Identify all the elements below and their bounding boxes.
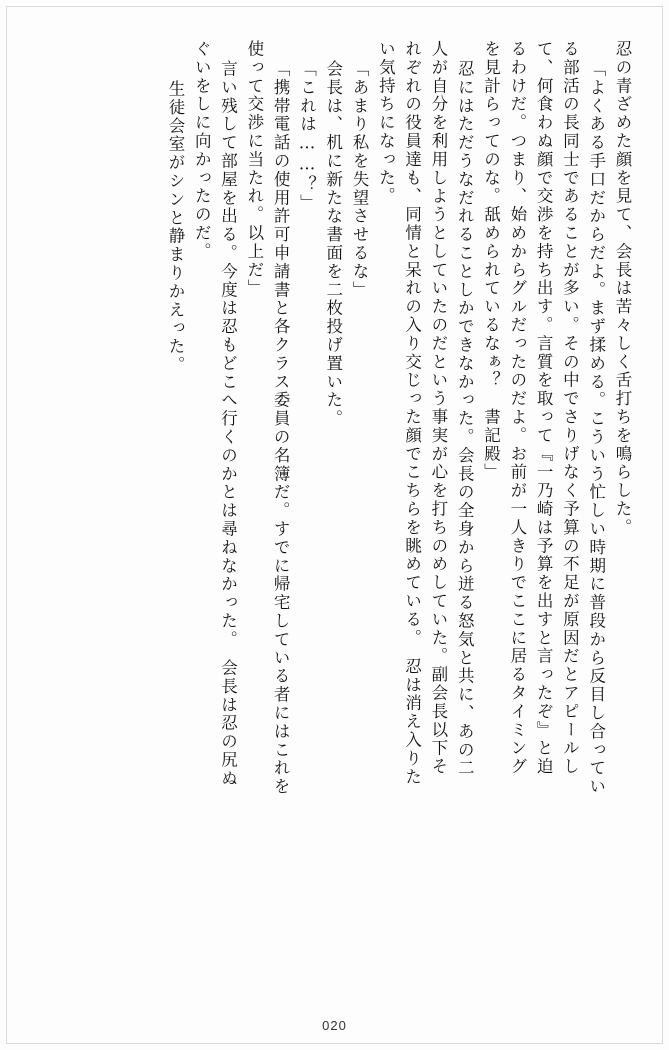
- text-column: 生徒会室がシンと静まりかえった。: [165, 80, 185, 375]
- page-border-right: [662, 6, 663, 1044]
- page-border-top: [6, 6, 663, 7]
- text-column: 言い残して部屋を出る。今度は忍もどこへ行くのかとは尋ねなかった。 会長は忍の尻ぬ: [218, 60, 238, 788]
- text-column: 「あまり私を失望させるな」: [350, 60, 370, 300]
- text-column: 人が自分を利用しようとしていたのだという事実が心を打ちのめしていた。副会長以下そ: [428, 40, 448, 776]
- text-column: 忍の青ざめた顔を見て、会長は苦々しく舌打ちを鳴らした。: [613, 40, 632, 537]
- text-column: 「よくある手口だからだよ。まず揉める。こういう忙しい時期に普段から反目し合ってい: [586, 60, 606, 796]
- text-column: を見計らってのな。舐められているなぁ？ 書記殿」: [481, 40, 501, 482]
- text-column: 忍にはただうなだれることしかできなかった。会長の全身から迸る怒気と共に、あの二: [455, 60, 475, 778]
- page-border-left: [6, 6, 7, 1044]
- text-column: 「これは……？」: [297, 60, 317, 213]
- vertical-text-block: [40, 40, 632, 970]
- text-column: るわけだ。つまり、始めからグルだったのだよ。お前が一人きりでここに居るタイミング: [507, 40, 527, 776]
- text-column: て、何食わぬ顔で交渉を持ち出す。言質を取って『一乃崎は予算を出すと言ったぞ』と迫: [534, 40, 554, 776]
- text-column: る部活の長同士であることが多い。その中でさりげなく予算の不足が原因だとアピールし: [560, 40, 580, 776]
- page-number: 020: [322, 1018, 347, 1033]
- page-border-bottom: [6, 1043, 663, 1044]
- text-column: 会長は、机に新たな書面を二枚投げ置いた。: [323, 60, 343, 428]
- text-column: ぐいをしに向かったのだ。: [192, 40, 212, 261]
- text-column: い気持ちになった。: [376, 40, 396, 206]
- text-column: れぞれの役員達も、同情と呆れの入り交じった顔でこちらを眺めている。 忍は消え入りた: [402, 40, 422, 787]
- text-column: 使って交渉に当たれ。以上だ」: [244, 40, 264, 298]
- text-column: 「携帯電話の使用許可申請書と各クラス委員の名簿だ。すでに帰宅している者にはこれを: [271, 60, 291, 796]
